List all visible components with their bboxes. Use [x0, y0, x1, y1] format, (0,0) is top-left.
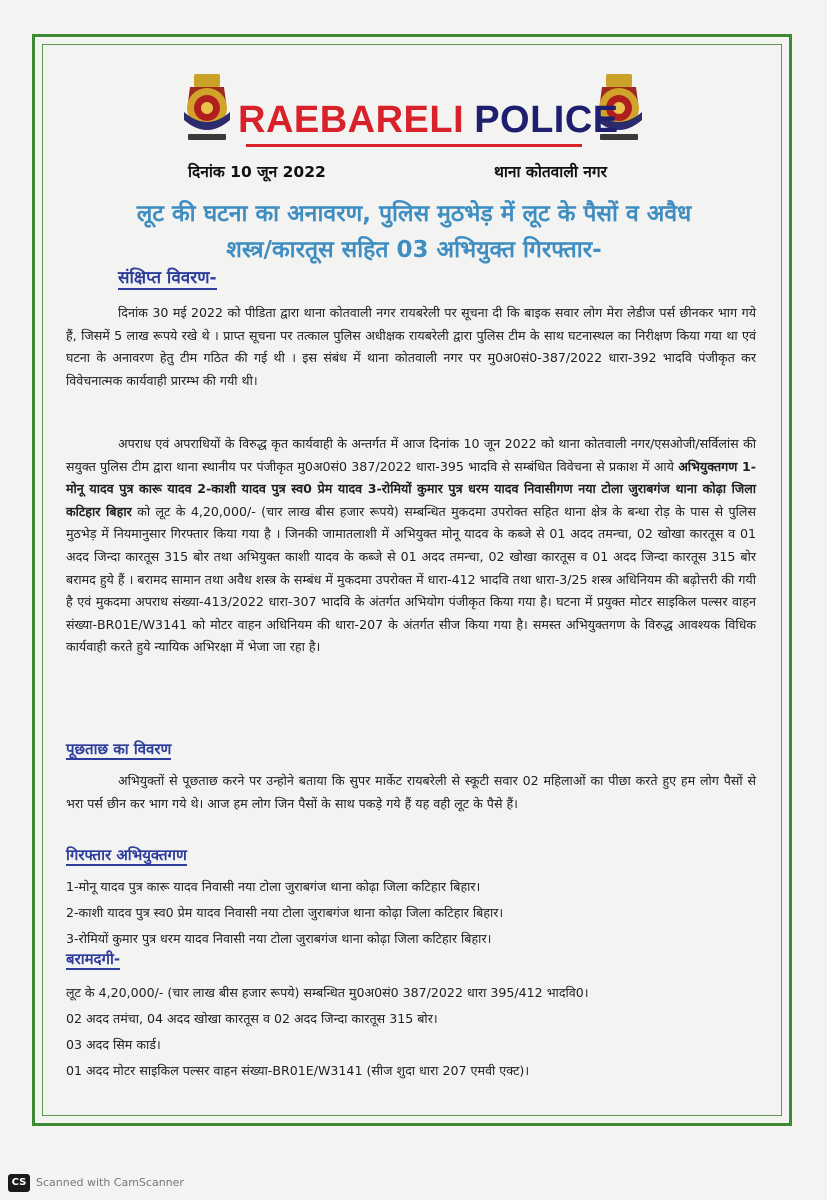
- summary-paragraph-2-rest: को लूट के 4,20,000/- (चार लाख बीस हजार रूपये) सम्बन्धित मुकदमा उपरोक्त सहित थाना क्षेत्र के बन्धा रोड़ के पास से पुलिस मुठभेड़ में नियमानुसार गिरफ्तार किया गया है । जिनकी जामातलाशी में अभियुक्त मोनू यादव के कब्जे से 01 अदद तमन्चा, 02 खोखा कारतूस व 01 अदद जिन्दा कारतूस 315 बोर तथा अभियुक्त काशी यादव के कब्जे से 01 अदद तमन्चा, 02 खोखा कारतूस व 01 अदद जिन्दा कारतूस 315 बोर बरामद हुये हैं । बरामद सामान तथा अवैध शस्त्र के सम्बंध में मुकदमा उपरोक्त में धारा-412 भादवि तथा धारा-3/25 शस्त्र अधिनियम की बढ़ोत्तरी की गयी है एवं मुकदमा अपराध संख्या-413/2022 धारा-307 भादवि के अंतर्गत अभियोग पंजीकृत किया गया है। घटना में प्रयुक्त मोटर साइकिल पल्सर वाहन संख्या-BR01E/W3141 को मोटर वाहन अधिनियम की धारा-207 के अंतर्गत सीज किया गया है। समस्त अभियुक्तगण के विरुद्ध आवश्यक विधिक कार्यवाही करते हुये न्यायिक अभिरक्षा में भेजा जा रहा है।: [66, 503, 756, 655]
- recovery-item: 01 अदद मोटर साइकिल पल्सर वाहन संख्या-BR01E/W3141 (सीज शुदा धारा 207 एमवी एक्ट)।: [66, 1063, 530, 1078]
- release-date: दिनांक 10 जून 2022: [188, 163, 326, 181]
- arrested-list: [66, 874, 756, 952]
- recovery-item: लूट के 4,20,000/- (चार लाख बीस हजार रूपये) सम्बन्धित मु0अ0सं0 387/2022 धारा 395/412 भादवि0।: [66, 985, 589, 1000]
- police-emblem-left-icon: [178, 72, 236, 144]
- police-station: थाना कोतवाली नगर: [494, 163, 607, 181]
- summary-paragraph-2: [66, 433, 756, 659]
- interrogation-paragraph: अभियुक्तों से पूछताछ करने पर उन्होने बताया कि सुपर मार्केट रायबरेली से स्कूटी सवार 02 महिलाओं का पीछा करते हुए हम लोग पैसों से भरा पर्स छीन कर भाग गये थे। आज हम लोग जिन पैसों के साथ पकड़े गये हैं यह वही लूट के पैसे हैं।: [66, 773, 756, 811]
- brand-title-part2: POLICE: [474, 99, 619, 141]
- scanner-watermark: Scanned with CamScanner: [36, 1176, 184, 1189]
- headline-line1: लूट की घटना का अनावरण, पुलिस मुठभेड़ में लूट के पैसों व अवैध: [136, 201, 692, 227]
- summary-heading: संक्षिप्त विवरण-: [118, 268, 217, 290]
- headline-line2: शस्त्र/कारतूस सहित 03 अभियुक्त गिरफ्तार-: [226, 237, 602, 263]
- arrested-item: 1-मोनू यादव पुत्र कारू यादव निवासी नया टोला जुराबगंज थाना कोढ़ा जिला कटिहार बिहार।: [66, 879, 481, 894]
- arrested-item: 3-रोमियों कुमार पुत्र धरम यादव निवासी नया टोला जुराबगंज थाना कोढ़ा जिला कटिहार बिहार।: [66, 931, 492, 946]
- recovery-heading: बरामदगी-: [66, 950, 121, 968]
- arrested-item: 2-काशी यादव पुत्र स्व0 प्रेम यादव निवासी नया टोला जुराबगंज थाना कोढ़ा जिला कटिहार बिहार।: [66, 905, 504, 920]
- interrogation-heading: पूछताछ का विवरण: [66, 740, 172, 758]
- arrested-heading: गिरफ्तार अभियुक्तगण: [66, 846, 187, 864]
- brand-title-part1: RAEBARELI: [238, 99, 465, 141]
- brand-title: [238, 92, 619, 148]
- recovery-item: 02 अदद तमंचा, 04 अदद खोखा कारतूस व 02 अदद जिन्दा कारतूस 315 बोर।: [66, 1011, 438, 1026]
- recovery-list: [66, 980, 756, 1084]
- summary-paragraph-1: दिनांक 30 मई 2022 को पीडिता द्वारा थाना कोतवाली नगर रायबरेली पर सूचना दी कि बाइक सवार लोग मेरा लेडीज पर्स छीनकर भाग गये हैं, जिसमें 5 लाख रूपये रखे थे । प्राप्त सूचना पर तत्काल पुलिस अधीक्षक रायबरेली द्वारा पुलिस टीम के साथ घटनास्थल का निरीक्षण किया गया था एवं घटना के अनावरण हेतु टीम गठित की गई थी । इस संबंध में थाना कोतवाली नगर पर मु0अ0सं0-387/2022 धारा-392 भादवि पंजीकृत कर विवेचनात्मक कार्यवाही प्रारम्भ की गयी थी।: [66, 305, 756, 388]
- camscanner-logo-icon: CS: [8, 1174, 30, 1192]
- summary-paragraph-2-intro: अपराध एवं अपराधियों के विरुद्ध कृत कार्यवाही के अन्तर्गत में आज दिनांक 10 जून 2022 को थाना कोतवाली नगर/एसओजी/सर्विलांस की सयुक्त पुलिस टीम द्वारा थाना स्थानीय पर पंजीकृत मु0अ0सं0 387/2022 धारा-395 भादवि से सम्बंधित विवेचना से प्रकाश में आये: [66, 436, 756, 474]
- accused-names-bold: अभियुक्तगण 1-मोनू यादव पुत्र कारू यादव 2-काशी यादव पुत्र स्व0 प्रेम यादव 3-रोमियों कुमार पुत्र धरम यादव निवासीगण नया टोला जुराबगंज थाना कोढ़ा जिला कटिहार बिहार: [66, 458, 756, 519]
- brand-underline: [246, 144, 582, 147]
- recovery-item: 03 अदद सिम कार्ड।: [66, 1037, 161, 1052]
